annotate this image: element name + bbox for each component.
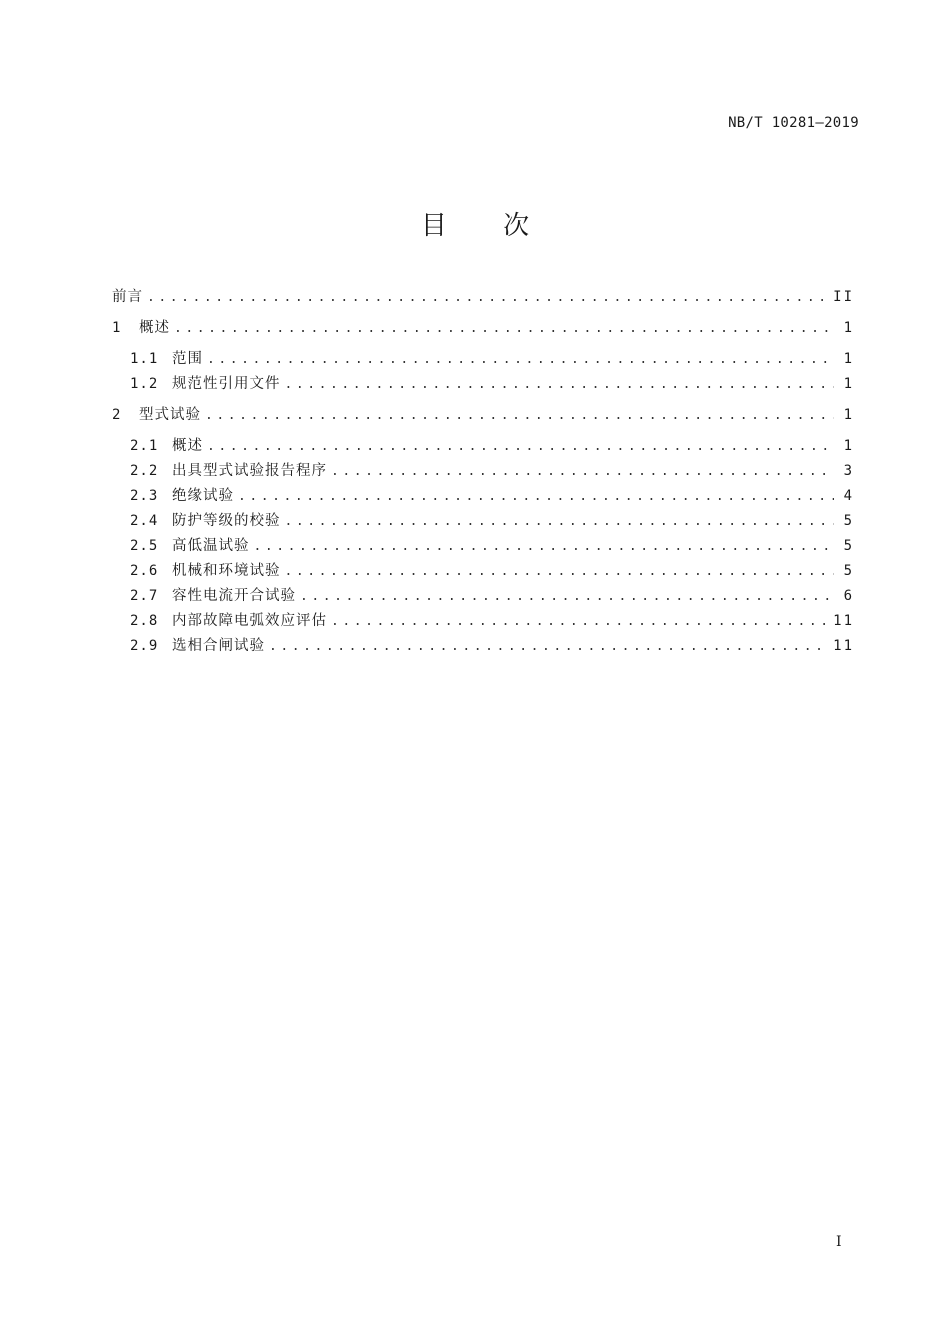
toc-leader-dots [269,636,827,658]
toc-page-number: 5 [843,563,854,579]
toc-page-number: 11 [833,638,854,654]
toc-entry-2-9[interactable] [112,635,852,657]
toc-label: 范围 [172,351,203,367]
toc-entry-2-8[interactable] [112,610,852,632]
footer-page-number: I [836,1234,842,1250]
toc-page-number: 1 [843,376,854,392]
toc-leader-dots [285,561,835,583]
toc-number: 1.2 [130,376,159,392]
toc-number: 2.4 [130,513,159,529]
toc-page-number: 11 [833,613,854,629]
toc-number: 2.3 [130,488,159,504]
toc-label: 概述 [139,320,170,336]
toc-label: 容性电流开合试验 [172,588,296,604]
toc-page-number: 1 [843,407,854,423]
toc-label: 内部故障电弧效应评估 [172,613,327,629]
toc-leader-dots [300,586,834,608]
toc-entry-2-7[interactable] [112,585,852,607]
toc-label: 机械和环境试验 [172,563,281,579]
toc-leader-dots [174,318,834,340]
toc-entry-2-5[interactable] [112,535,852,557]
toc-page-number: 1 [843,320,854,336]
toc-entry-1-1[interactable] [112,348,852,370]
toc-page-number: 5 [843,513,854,529]
toc-page-number: 5 [843,538,854,554]
toc-label: 选相合闸试验 [172,638,265,654]
toc-leader-dots [238,486,834,508]
page-title: 目 次 [420,211,554,241]
toc-label: 前言 [112,289,143,305]
toc-page-number: 1 [843,351,854,367]
toc-leader-dots [285,374,835,396]
toc-entry-1-2[interactable] [112,373,852,395]
toc-label: 高低温试验 [172,538,250,554]
toc-entry-2-2[interactable] [112,460,852,482]
toc-label: 概述 [172,438,203,454]
toc-page-number: II [833,289,854,305]
toc-entry-2-4[interactable] [112,510,852,532]
toc-number: 2.5 [130,538,159,554]
toc-leader-dots [331,461,834,483]
toc-leader-dots [207,436,834,458]
toc-number: 1.1 [130,351,159,367]
toc-leader-dots [331,611,827,633]
toc-page-number: 4 [843,488,854,504]
document-code: NB/T 10281—2019 [728,115,859,131]
toc-label: 出具型式试验报告程序 [172,463,327,479]
toc-number: 1 [112,320,122,336]
toc-number: 2.8 [130,613,159,629]
toc-number: 2.2 [130,463,159,479]
toc-label: 防护等级的校验 [172,513,281,529]
toc-number: 2.6 [130,563,159,579]
toc-entry-2-1[interactable] [112,435,852,457]
toc-number: 2.7 [130,588,159,604]
toc-entry-1[interactable] [112,317,852,339]
toc-number: 2 [112,407,122,423]
toc-number: 2.9 [130,638,159,654]
toc-entry-foreword[interactable] [112,286,852,308]
toc-leader-dots [147,287,827,309]
toc-leader-dots [285,511,835,533]
toc-number: 2.1 [130,438,159,454]
toc-leader-dots [205,405,834,427]
toc-leader-dots [207,349,834,371]
toc-page-number: 3 [843,463,854,479]
toc-label: 绝缘试验 [172,488,234,504]
toc-page-number: 6 [843,588,854,604]
toc-page-number: 1 [843,438,854,454]
toc-entry-2[interactable] [112,404,852,426]
toc-entry-2-3[interactable] [112,485,852,507]
toc-label: 型式试验 [139,407,201,423]
toc-entry-2-6[interactable] [112,560,852,582]
toc-leader-dots [254,536,835,558]
toc-label: 规范性引用文件 [172,376,281,392]
